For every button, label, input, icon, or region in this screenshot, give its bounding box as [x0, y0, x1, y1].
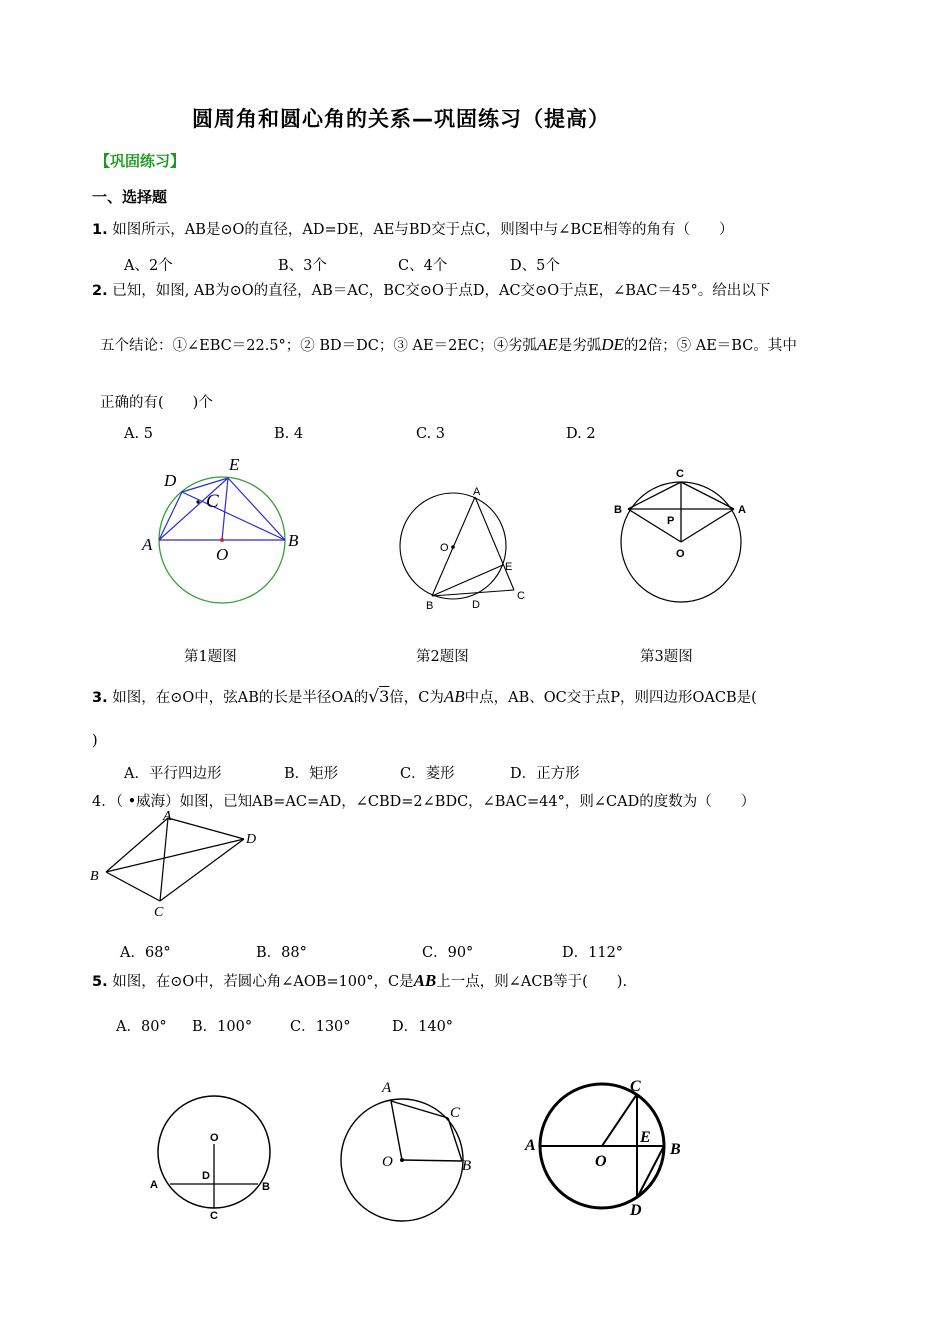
question-dot: .	[102, 974, 108, 990]
question-text: （ •威海）如图，已知AB=AC=AD，∠CBD=2∠BDC，∠BAC=44°，则∠CAD的度数为（ ）	[115, 794, 756, 810]
fig3-label-c: C	[676, 468, 684, 480]
fig2-label-d: D	[472, 599, 480, 611]
q5-option-d: D．140°	[392, 1019, 454, 1035]
question-text: 中点，AB、OC交于点P，则四边形OACB是(	[464, 690, 757, 706]
fig7-lines	[540, 1094, 664, 1198]
fig3-label-p: P	[667, 515, 675, 527]
fig1-label-a: A	[142, 535, 153, 554]
q5-option-b: B．100°	[192, 1019, 253, 1035]
fig7-label-b: B	[670, 1141, 681, 1158]
fig7-label-d: D	[630, 1202, 642, 1219]
question-text: 如图，在⊙O中，若圆心角∠AOB=100°，C是	[112, 974, 414, 990]
caption-figure-3: 第3题图	[640, 649, 693, 665]
question-text: 五个结论：①∠EBC＝22.5°；② BD＝DC；③ AE＝2EC；④劣弧	[100, 338, 537, 354]
fig1-label-d: D	[164, 471, 177, 490]
question-1	[92, 218, 734, 239]
fig4-label-c: C	[154, 905, 164, 920]
question-dot: .	[102, 690, 108, 706]
q3-option-a: A．平行四边形	[124, 766, 222, 782]
figure-6	[336, 1072, 486, 1232]
fig5-label-d: D	[202, 1170, 210, 1182]
figure-1	[140, 452, 310, 612]
question-number: 2	[92, 283, 103, 299]
question-text: 如图，在⊙O中，弦AB的长是半径OA的	[112, 690, 369, 706]
fig4-label-a: A	[163, 809, 172, 824]
q2-option-d: D. 2	[566, 426, 596, 442]
fig1-center-dot	[220, 538, 224, 542]
figure-2	[392, 480, 542, 615]
fig2-label-a: A	[473, 486, 481, 498]
fig7-label-o: O	[595, 1153, 607, 1170]
question-3-line-2: )	[92, 733, 98, 749]
section-heading: 一、选择题	[92, 188, 168, 206]
fig2-label-e: E	[505, 561, 513, 573]
fig6-label-c: C	[450, 1105, 461, 1121]
question-5	[92, 970, 627, 991]
section-tag: 【巩固练习】	[95, 152, 186, 170]
q1-option-d: D、5个	[510, 258, 560, 274]
q5-option-a: A．80°	[116, 1019, 167, 1035]
question-2-line-1	[92, 279, 770, 300]
q4-option-d: D．112°	[562, 945, 624, 961]
page-title: 圆周角和圆心角的关系—巩固练习（提高）	[192, 107, 610, 131]
caption-figure-1: 第1题图	[184, 649, 237, 665]
question-3-line-1	[92, 686, 757, 707]
fig3-label-a: A	[738, 504, 746, 516]
fig7-label-c: C	[630, 1078, 641, 1095]
fig6-label-o: O	[382, 1154, 393, 1170]
q1-option-c: C、4个	[398, 258, 448, 274]
question-text: 如图所示，AB是⊙O的直径，AD=DE，AE与BD交于点C，则图中与∠BCE相等的角有（ ）	[112, 222, 734, 238]
arc-symbol: AE	[536, 335, 558, 354]
question-number: 3	[92, 690, 103, 706]
fig7-label-e: E	[640, 1129, 651, 1146]
arc-symbol: AB	[413, 971, 437, 990]
question-2-line-3: 正确的有( )个	[100, 395, 213, 411]
question-2-line-2	[100, 334, 797, 355]
question-number: 5	[92, 974, 103, 990]
q2-option-b: B. 4	[274, 426, 304, 442]
question-text: 已知，如图, AB为⊙O的直径，AB＝AC，BC交⊙O于点D，AC交⊙O于点E，∠BAC＝45°。给出以下	[112, 283, 771, 299]
fig6-center-dot	[400, 1158, 404, 1162]
arc-symbol: DE	[601, 335, 624, 354]
question-number: 4．	[92, 794, 116, 810]
q1-option-b: B、3个	[278, 258, 327, 274]
fig4-lines	[106, 818, 244, 901]
fig2-label-c: C	[517, 590, 525, 602]
question-dot: .	[102, 283, 108, 299]
q2-option-a: A. 5	[124, 426, 153, 442]
fig4-label-d: D	[246, 832, 257, 847]
fig7-label-a: A	[525, 1137, 536, 1154]
question-text: 上一点，则∠ACB等于( ).	[436, 974, 628, 990]
fig3-lines	[628, 482, 734, 542]
fig1-label-b: B	[288, 531, 299, 550]
q1-option-a: A、2个	[124, 258, 173, 274]
fig5-label-o: O	[210, 1132, 219, 1144]
fig6-label-b: B	[462, 1158, 472, 1174]
question-number: 1.	[92, 222, 108, 238]
fig3-label-o: O	[676, 548, 685, 560]
fig6-label-a: A	[382, 1080, 392, 1096]
question-text: 倍，C为	[389, 690, 444, 706]
q2-option-c: C. 3	[416, 426, 446, 442]
fig2-label-b: B	[426, 600, 434, 612]
q4-option-c: C．90°	[422, 945, 474, 961]
figure-4	[86, 806, 266, 921]
fig5-label-a: A	[150, 1179, 158, 1191]
q4-option-a: A．68°	[120, 945, 171, 961]
arc-symbol: AB	[443, 687, 465, 706]
fig3-label-b: B	[614, 504, 622, 516]
fig1-label-e: E	[229, 455, 240, 474]
sqrt-value: 3	[379, 687, 390, 706]
sqrt-symbol: √	[368, 687, 380, 707]
figure-7	[520, 1074, 695, 1224]
fig1-label-c: C	[206, 491, 219, 512]
figure-3	[608, 462, 758, 612]
q3-option-c: C．菱形	[400, 766, 455, 782]
caption-figure-2: 第2题图	[416, 649, 469, 665]
fig1-point-c	[196, 500, 199, 503]
fig1-lines	[159, 478, 285, 540]
fig2-label-o: O	[440, 542, 449, 554]
question-text: 的2倍；⑤ AE＝BC。其中	[623, 338, 797, 354]
q3-option-b: B．矩形	[284, 766, 339, 782]
fig1-label-o: O	[216, 545, 229, 564]
fig2-center-dot	[451, 545, 455, 549]
q4-option-b: B．88°	[256, 945, 307, 961]
figure-5	[144, 1086, 284, 1226]
question-text: 是劣弧	[557, 338, 602, 354]
fig5-label-b: B	[262, 1181, 270, 1193]
fig5-label-c: C	[210, 1210, 218, 1222]
q5-option-c: C．130°	[290, 1019, 351, 1035]
q3-option-d: D．正方形	[510, 766, 580, 782]
fig4-label-b: B	[90, 869, 99, 884]
